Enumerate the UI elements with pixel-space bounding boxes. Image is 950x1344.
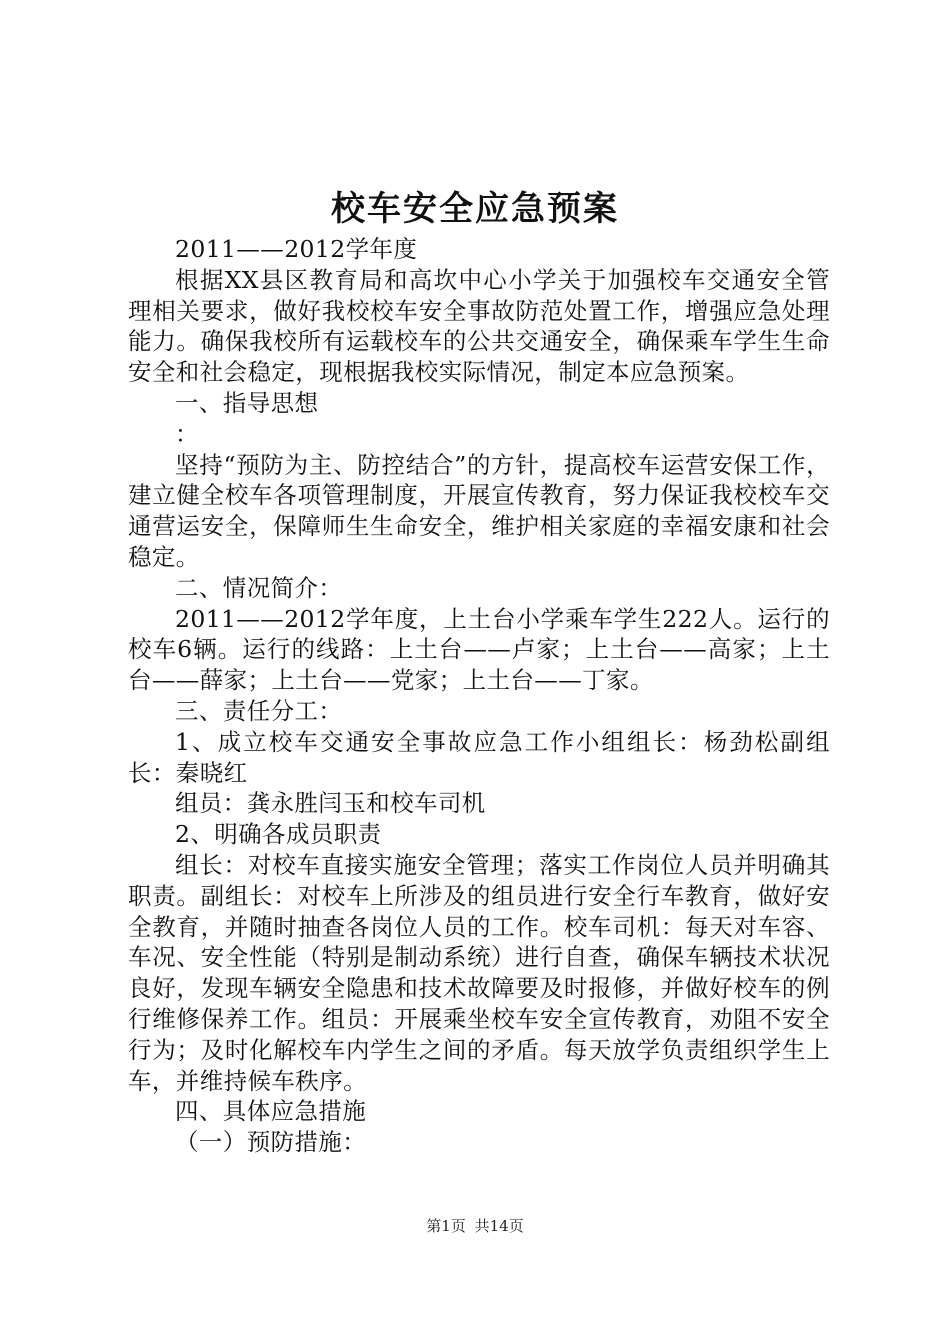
members-paragraph: 组员：龚永胜闫玉和校车司机: [175, 789, 486, 818]
section-heading-responsibilities: 三、责任分工：: [175, 696, 343, 725]
intro-paragraph: 根据XX县区教育局和高坎中心小学关于加强校车交通安全管理相关要求，做好我校校车安全事故防范处置工作，增强应急处理能力。确保我校所有运载校车的公共交通安全，确保乘车学生生命安全和社会稳定，现根据我校实际情况，制定本应急预案。: [128, 265, 830, 387]
page-footer: [0, 1216, 950, 1236]
situation-paragraph: 2011——2012学年度，上土台小学乘车学生222人。运行的校车6辆。运行的线路：上土台——卢家；上土台——高家；上土台——薛家；上土台——党家；上土台——丁家。: [128, 604, 830, 695]
colon-line: ：: [175, 419, 199, 448]
guiding-thought-paragraph: 坚持“预防为主、防控结合”的方针，提高校车运营安保工作，建立健全校车各项管理制度，开展宣传教育，努力保证我校校车交通营运安全，保障师生生命安全，维护相关家庭的幸福安康和社会稳定。: [128, 450, 830, 571]
document-title: 校车安全应急预案: [331, 189, 619, 229]
page-total: 共14页: [474, 1217, 524, 1235]
leader-group-paragraph: 1、成立校车交通安全事故应急工作小组组长：杨劲松副组长：秦晓红: [128, 727, 830, 787]
section-heading-guiding-thought: 一、指导思想: [175, 388, 319, 417]
page-number: 第1页: [426, 1217, 466, 1235]
duties-paragraph: 组长：对校车直接实施安全管理；落实工作岗位人员并明确其职责。副组长：对校车上所涉及的组员进行安全行车教育，做好安全教育，并随时抽查各岗位人员的工作。校车司机：每天对车容、车况、安全性能（特别是制动系统）进行自查，确保车辆技术状况良好，发现车辆安全隐患和技术故障要及时报修，并做好校车的例行维修保养工作。组员：开展乘坐校车安全宣传教育，劝阻不安全行为；及时化解校车内学生之间的矛盾。每天放学负责组织学生上车，并维持候车秩序。: [128, 850, 830, 1095]
prevention-heading: （一）预防措施：: [175, 1128, 367, 1157]
document-body: [128, 234, 830, 1158]
section-heading-situation: 二、情况简介：: [175, 573, 343, 602]
duties-heading: 2、明确各成员职责: [175, 820, 382, 849]
school-year-line: 2011——2012学年度: [175, 235, 418, 263]
section-heading-measures: 四、具体应急措施: [175, 1097, 367, 1126]
